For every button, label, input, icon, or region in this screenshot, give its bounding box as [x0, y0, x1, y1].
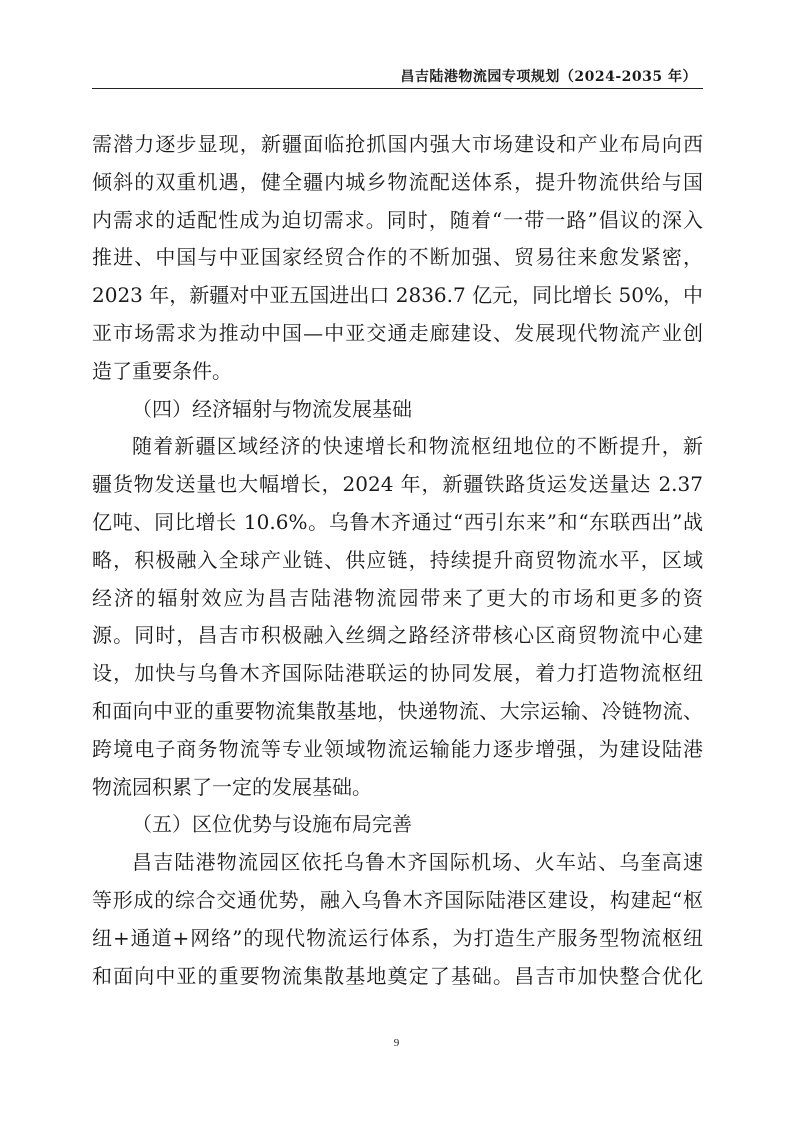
- section-heading-5: （五）区位优势与设施布局完善: [132, 812, 412, 837]
- text-line: 和面向中亚的重要物流集散基地，快递物流、大宗运输、冷链物流、: [92, 698, 703, 723]
- text-line: 纽+通道+网络”的现代物流运行体系，为打造生产服务型物流枢纽: [92, 925, 703, 950]
- paragraph-location-advantage: [92, 844, 703, 995]
- text-line: 设，加快与乌鲁木齐国际陆港联运的协同发展，着力打造物流枢纽: [92, 661, 703, 686]
- text-line: 源。同时，昌吉市积极融入丝绸之路经济带核心区商贸物流中心建: [92, 623, 703, 648]
- text-line: 跨境电子商务物流等专业领域物流运输能力逐步增强，为建设陆港: [92, 736, 703, 761]
- text-line: 等形成的综合交通优势，融入乌鲁木齐国际陆港区建设，构建起“枢: [92, 887, 703, 912]
- text-line: 造了重要条件。: [92, 358, 232, 383]
- text-line: 内需求的适配性成为迫切需求。同时，随着“一带一路”倡议的深入: [92, 207, 703, 232]
- text-line: 经济的辐射效应为昌吉陆港物流园带来了更大的市场和更多的资: [92, 585, 703, 610]
- text-line: 倾斜的双重机遇，健全疆内城乡物流配送体系，提升物流供给与国: [92, 169, 703, 194]
- text-line: 2023 年，新疆对中亚五国进出口 2836.7 亿元，同比增长 50%，中: [92, 283, 703, 308]
- text-line: 疆货物发送量也大幅增长，2024 年，新疆铁路货运发送量达 2.37: [92, 472, 703, 497]
- section-heading-4: （四）经济辐射与物流发展基础: [132, 396, 412, 421]
- text-line: 昌吉陆港物流园区依托乌鲁木齐国际机场、火车站、乌奎高速: [132, 850, 703, 875]
- text-line: 和面向中亚的重要物流集散基地奠定了基础。昌吉市加快整合优化: [92, 963, 703, 988]
- document-body: [92, 126, 703, 995]
- text-line: 物流园积累了一定的发展基础。: [92, 774, 372, 799]
- text-line: 亿吨、同比增长 10.6%。乌鲁木齐通过“西引东来”和“东联西出”战: [92, 509, 703, 534]
- paragraph-economic-radiation: [92, 428, 703, 806]
- running-header-title: 昌吉陆港物流园专项规划（2024-2035 年）: [400, 69, 697, 85]
- page-number: 9: [393, 1037, 400, 1049]
- header-divider: [92, 88, 703, 89]
- paragraph-continuation: [92, 126, 703, 391]
- text-line: 亚市场需求为推动中国—中亚交通走廊建设、发展现代物流产业创: [92, 320, 703, 345]
- text-line: 随着新疆区域经济的快速增长和物流枢纽地位的不断提升，新: [132, 434, 703, 459]
- text-line: 推进、中国与中亚国家经贸合作的不断加强、贸易往来愈发紧密，: [92, 245, 703, 270]
- text-line: 略，积极融入全球产业链、供应链，持续提升商贸物流水平，区域: [92, 547, 703, 572]
- text-line: 需潜力逐步显现，新疆面临抢抓国内强大市场建设和产业布局向西: [92, 132, 703, 156]
